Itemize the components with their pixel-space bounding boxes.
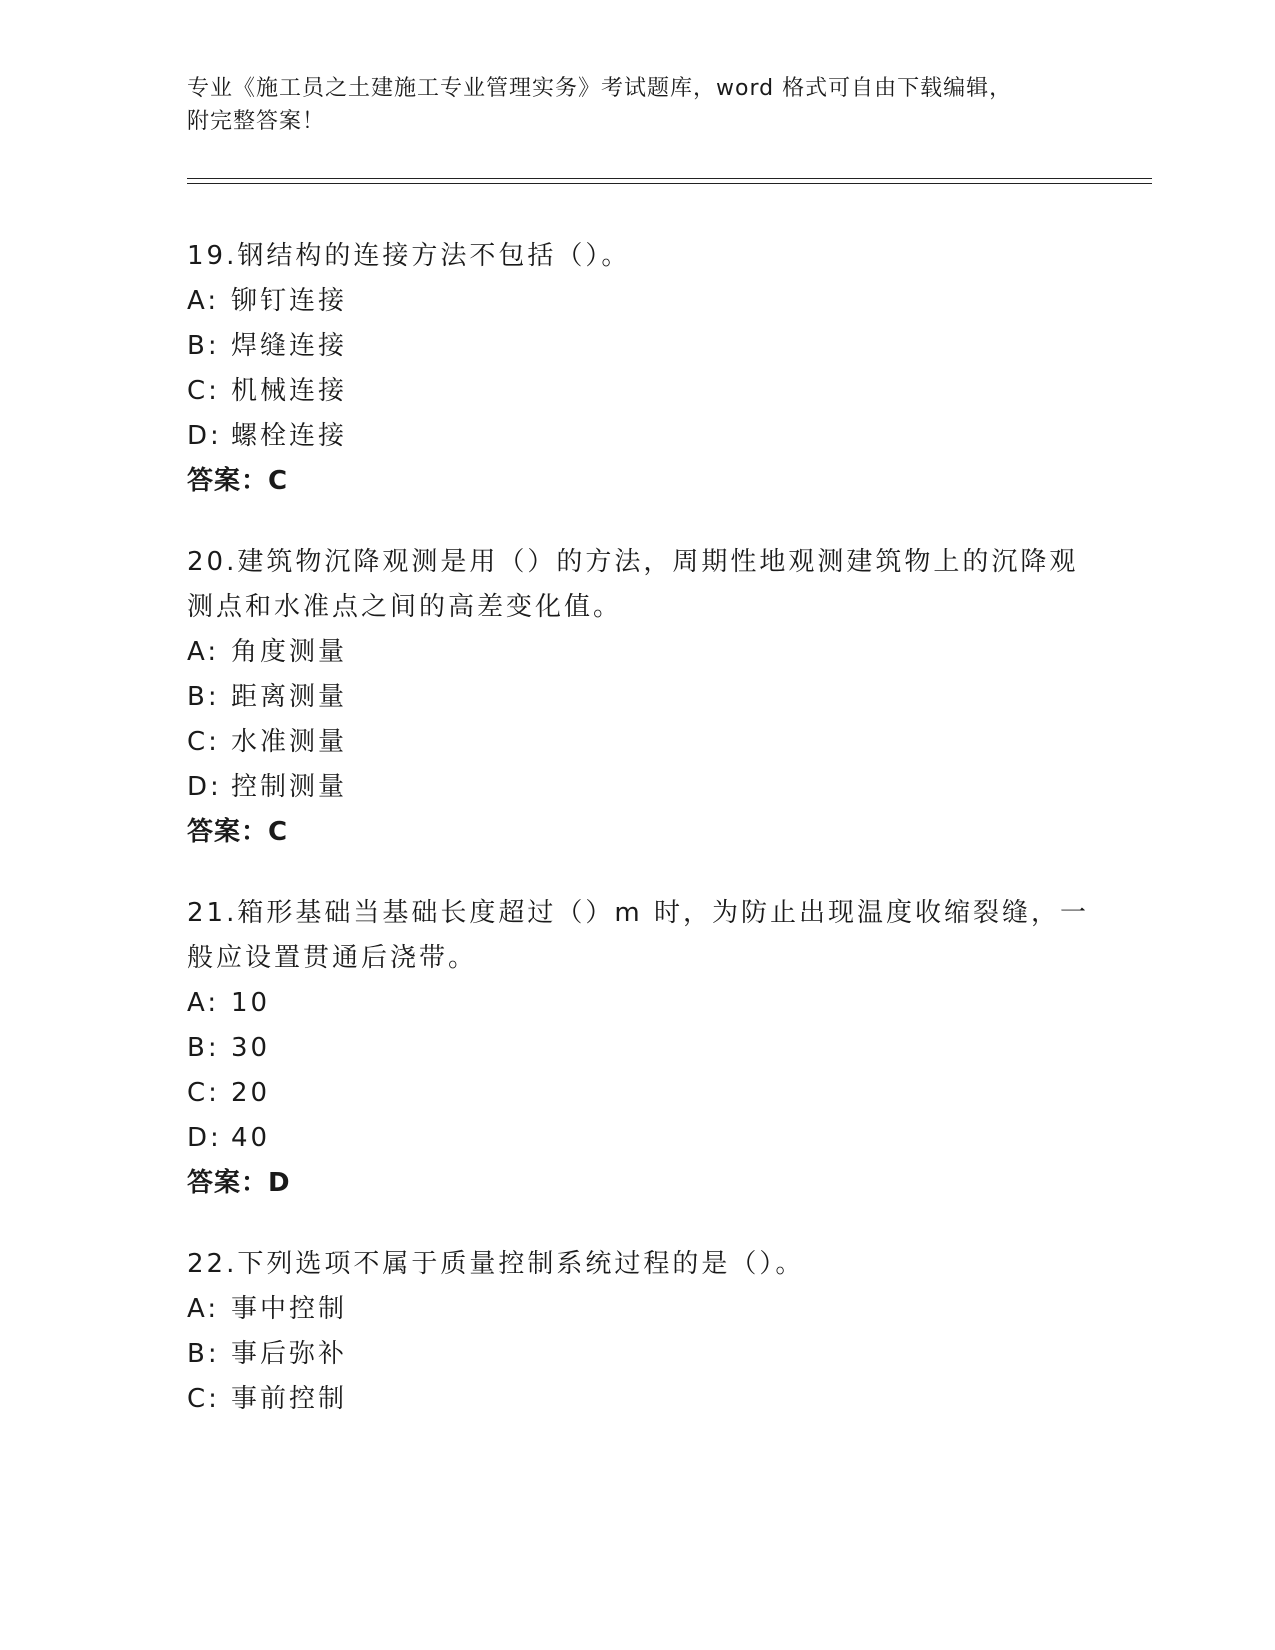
- option-letter: B:: [187, 1033, 220, 1063]
- header-divider-top: [187, 178, 1152, 179]
- header-divider-bottom: [187, 183, 1152, 184]
- document-header: [187, 72, 1087, 138]
- option-text: 40: [231, 1123, 271, 1153]
- answer-value: D: [268, 1168, 291, 1198]
- option-letter: C:: [187, 376, 220, 406]
- answer-line: [187, 810, 1107, 855]
- option-text: 10: [231, 988, 271, 1018]
- question-stem: 19.钢结构的连接方法不包括（）。: [187, 241, 631, 271]
- option-b: [187, 324, 1107, 369]
- answer-label: 答案：: [187, 1168, 269, 1198]
- option-text: 角度测量: [231, 637, 348, 667]
- option-text: 铆钉连接: [231, 286, 348, 316]
- option-d: [187, 1116, 1107, 1161]
- option-d: [187, 765, 1107, 810]
- option-text: 螺栓连接: [231, 421, 348, 451]
- question-stem: 20.建筑物沉降观测是用（）的方法，周期性地观测建筑物上的沉降观测点和水准点之间的高差变化值。: [187, 547, 1079, 622]
- option-letter: B:: [187, 1339, 220, 1369]
- option-text: 机械连接: [231, 376, 348, 406]
- option-text: 30: [231, 1033, 271, 1063]
- option-c: [187, 720, 1107, 765]
- option-text: 焊缝连接: [231, 331, 348, 361]
- option-letter: B:: [187, 682, 220, 712]
- option-a: [187, 279, 1107, 324]
- option-letter: D:: [187, 1123, 222, 1153]
- option-letter: C:: [187, 1384, 220, 1414]
- option-letter: A:: [187, 1294, 220, 1324]
- question-list: [187, 234, 1107, 1458]
- option-text: 事中控制: [231, 1294, 348, 1324]
- option-a: [187, 630, 1107, 675]
- answer-value: C: [268, 466, 289, 496]
- answer-label: 答案：: [187, 817, 269, 847]
- option-text: 20: [231, 1078, 271, 1108]
- answer-line: [187, 459, 1107, 504]
- option-c: [187, 369, 1107, 414]
- option-letter: C:: [187, 727, 220, 757]
- header-line-2: 附完整答案！: [187, 109, 326, 134]
- option-letter: C:: [187, 1078, 220, 1108]
- option-b: [187, 1026, 1107, 1071]
- question-20: [187, 540, 1107, 855]
- option-text: 事前控制: [231, 1384, 348, 1414]
- option-text: 控制测量: [231, 772, 348, 802]
- option-letter: B:: [187, 331, 220, 361]
- question-21: [187, 891, 1107, 1206]
- answer-line: [187, 1161, 1107, 1206]
- option-c: [187, 1377, 1107, 1422]
- question-22: [187, 1242, 1107, 1422]
- option-letter: A:: [187, 637, 220, 667]
- option-b: [187, 675, 1107, 720]
- option-text: 距离测量: [231, 682, 348, 712]
- option-b: [187, 1332, 1107, 1377]
- option-letter: A:: [187, 286, 220, 316]
- question-19: [187, 234, 1107, 504]
- option-a: [187, 981, 1107, 1026]
- answer-label: 答案：: [187, 466, 269, 496]
- option-letter: D:: [187, 421, 222, 451]
- option-text: 事后弥补: [231, 1339, 348, 1369]
- option-a: [187, 1287, 1107, 1332]
- option-text: 水准测量: [231, 727, 348, 757]
- option-letter: A:: [187, 988, 220, 1018]
- option-letter: D:: [187, 772, 222, 802]
- header-line-1: 专业《施工员之土建施工专业管理实务》考试题库，word 格式可自由下载编辑，: [187, 76, 1013, 101]
- question-stem: 21.箱形基础当基础长度超过（）m 时，为防止出现温度收缩裂缝，一般应设置贯通后浇带。: [187, 898, 1089, 973]
- answer-value: C: [268, 817, 289, 847]
- option-d: [187, 414, 1107, 459]
- question-stem: 22.下列选项不属于质量控制系统过程的是（）。: [187, 1249, 805, 1279]
- option-c: [187, 1071, 1107, 1116]
